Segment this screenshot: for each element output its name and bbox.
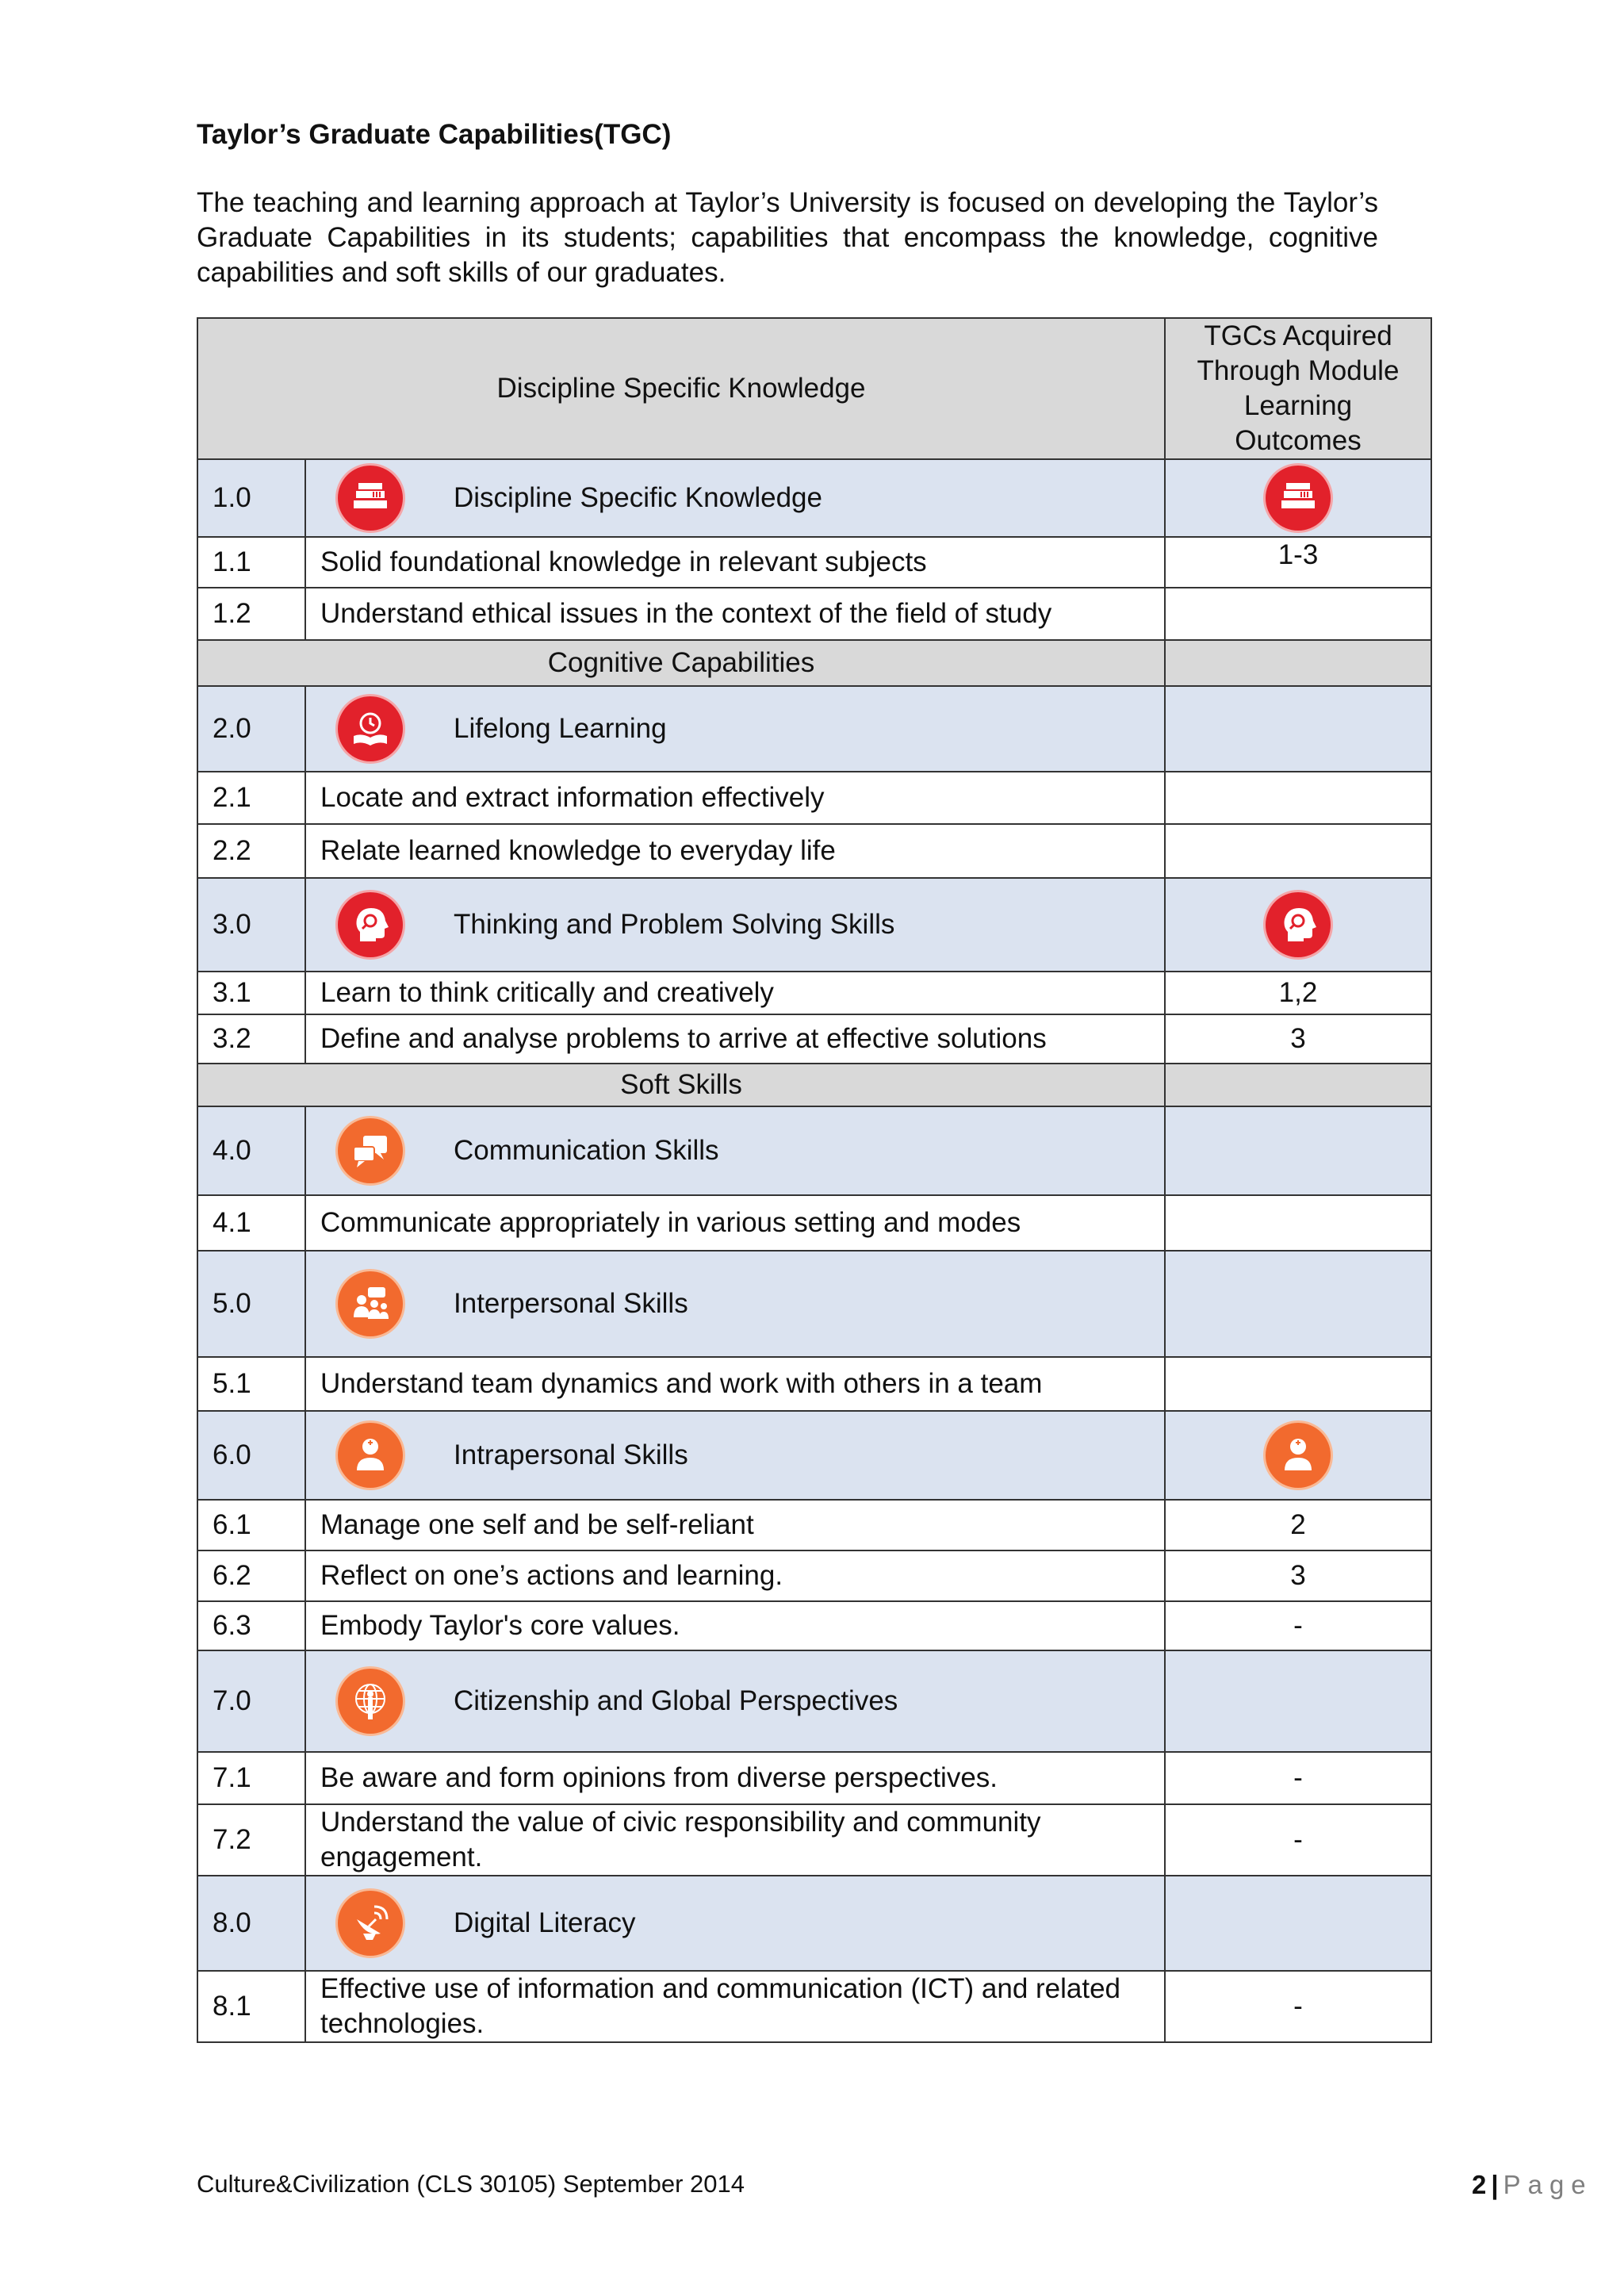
- person-icon: [1266, 1423, 1331, 1488]
- tgc-table: [197, 317, 1432, 2043]
- category-number: 2.0: [197, 686, 305, 772]
- head-search-icon: [1266, 892, 1331, 957]
- category-number: 5.0: [197, 1251, 305, 1357]
- row-text: Understand ethical issues in the context of the field of study: [305, 588, 1165, 640]
- intro-paragraph: The teaching and learning approach at Taylor’s University is focused on developing the Taylor’s Graduate Capabilities in its students; capabilities that encompass the knowledge, cognitive capabilities and soft skills of our graduates.: [197, 187, 1378, 288]
- table-row: [197, 1804, 1431, 1876]
- row-value: 3: [1165, 1014, 1431, 1064]
- category-row-1: [197, 459, 1431, 537]
- page-number: 2: [1472, 2170, 1487, 2199]
- row-number: 6.3: [197, 1601, 305, 1650]
- row-text: Effective use of information and communication (ICT) and related technologies.: [305, 1971, 1165, 2042]
- category-label: Thinking and Problem Solving Skills: [454, 909, 895, 940]
- row-number: 1.2: [197, 588, 305, 640]
- row-value: -: [1165, 1971, 1431, 2042]
- table-row: [197, 1601, 1431, 1650]
- row-value: [1165, 824, 1431, 878]
- page-title: Taylor’s Graduate Capabilities(TGC): [197, 119, 672, 150]
- table-row: [197, 824, 1431, 878]
- category-row-4: [197, 1106, 1431, 1195]
- row-value: [1165, 1195, 1431, 1251]
- row-value: 1,2: [1165, 972, 1431, 1014]
- row-number: 2.1: [197, 772, 305, 824]
- row-text: Learn to think critically and creatively: [305, 972, 1165, 1014]
- category-number: 7.0: [197, 1650, 305, 1752]
- page-separator: |: [1491, 2170, 1499, 2199]
- category-number: 6.0: [197, 1411, 305, 1500]
- row-text: Embody Taylor's core values.: [305, 1601, 1165, 1650]
- table-row: [197, 1195, 1431, 1251]
- row-text: Reflect on one’s actions and learning.: [305, 1550, 1165, 1601]
- table-row: [197, 1971, 1431, 2042]
- row-number: 6.2: [197, 1550, 305, 1601]
- category-row-2: [197, 686, 1431, 772]
- category-number: 8.0: [197, 1876, 305, 1971]
- row-text: Understand the value of civic responsibility and community engagement.: [305, 1804, 1165, 1876]
- category-label: Discipline Specific Knowledge: [454, 482, 822, 513]
- category-row-7: [197, 1650, 1431, 1752]
- books-icon: [338, 466, 403, 531]
- section-row-cognitive: [197, 640, 1431, 686]
- category-row-5: [197, 1251, 1431, 1357]
- category-label: Interpersonal Skills: [454, 1288, 688, 1319]
- row-text: Define and analyse problems to arrive at effective solutions: [305, 1014, 1165, 1064]
- header-tgcs-acquired: TGCs Acquired Through Module Learning Outcomes: [1165, 318, 1431, 459]
- row-number: 1.1: [197, 537, 305, 588]
- category-number: 4.0: [197, 1106, 305, 1195]
- row-value: 2: [1165, 1500, 1431, 1550]
- row-value: -: [1165, 1804, 1431, 1876]
- row-text: Locate and extract information effectively: [305, 772, 1165, 824]
- page-number-indicator: [1472, 2170, 1593, 2200]
- row-value: -: [1165, 1752, 1431, 1804]
- table-row: [197, 1752, 1431, 1804]
- category-row-3: [197, 878, 1431, 972]
- books-icon: [1266, 466, 1331, 531]
- row-text: Be aware and form opinions from diverse perspectives.: [305, 1752, 1165, 1804]
- category-number: 3.0: [197, 878, 305, 972]
- table-row: [197, 537, 1431, 588]
- row-text: Communicate appropriately in various setting and modes: [305, 1195, 1165, 1251]
- category-row-8: [197, 1876, 1431, 1971]
- category-label: Digital Literacy: [454, 1907, 636, 1938]
- row-number: 4.1: [197, 1195, 305, 1251]
- table-row: [197, 772, 1431, 824]
- row-text: Solid foundational knowledge in relevant subjects: [305, 537, 1165, 588]
- row-number: 2.2: [197, 824, 305, 878]
- speech-bubbles-icon: [338, 1118, 403, 1183]
- table-row: [197, 1357, 1431, 1411]
- row-value: -: [1165, 1601, 1431, 1650]
- row-number: 5.1: [197, 1357, 305, 1411]
- table-row: [197, 588, 1431, 640]
- head-search-icon: [338, 892, 403, 957]
- row-value: 3: [1165, 1550, 1431, 1601]
- row-number: 7.1: [197, 1752, 305, 1804]
- satellite-dish-icon: [338, 1891, 403, 1956]
- clock-book-icon: [338, 696, 403, 761]
- table-row: [197, 972, 1431, 1014]
- row-value: [1165, 1357, 1431, 1411]
- row-text: Understand team dynamics and work with others in a team: [305, 1357, 1165, 1411]
- table-row: [197, 1014, 1431, 1064]
- section-label: Cognitive Capabilities: [197, 640, 1165, 686]
- row-number: 3.1: [197, 972, 305, 1014]
- table-header-row: [197, 318, 1431, 459]
- category-label: Intrapersonal Skills: [454, 1439, 688, 1470]
- row-number: 6.1: [197, 1500, 305, 1550]
- category-label: Lifelong Learning: [454, 713, 667, 744]
- category-label: Communication Skills: [454, 1135, 719, 1166]
- category-row-6: [197, 1411, 1431, 1500]
- section-row-soft-skills: [197, 1064, 1431, 1106]
- row-value: [1165, 772, 1431, 824]
- table-row: [197, 1500, 1431, 1550]
- table-row: [197, 1550, 1431, 1601]
- footer-course-info: Culture&Civilization (CLS 30105) September 2014: [197, 2170, 745, 2198]
- section-label: Soft Skills: [197, 1064, 1165, 1106]
- row-text: Manage one self and be self-reliant: [305, 1500, 1165, 1550]
- category-number: 1.0: [197, 459, 305, 537]
- row-number: 3.2: [197, 1014, 305, 1064]
- people-group-icon: [338, 1271, 403, 1336]
- row-number: 8.1: [197, 1971, 305, 2042]
- page-label: Page: [1503, 2170, 1593, 2199]
- row-text: Relate learned knowledge to everyday life: [305, 824, 1165, 878]
- row-value: 1-3: [1165, 537, 1431, 588]
- header-discipline: Discipline Specific Knowledge: [197, 318, 1165, 459]
- globe-person-icon: [338, 1669, 403, 1734]
- row-number: 7.2: [197, 1804, 305, 1876]
- row-value: [1165, 588, 1431, 640]
- person-icon: [338, 1423, 403, 1488]
- category-label: Citizenship and Global Perspectives: [454, 1685, 898, 1716]
